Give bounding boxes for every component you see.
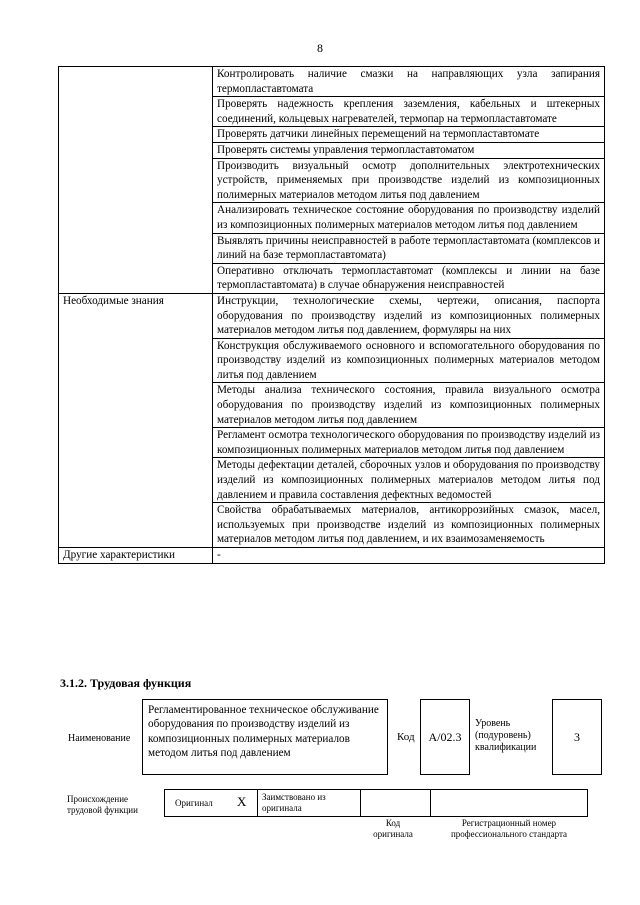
row-item: Регламент осмотра технологического оборудования по производству изделий из композиционных полимерных материалов методом литья под давлением [213,428,605,458]
origin-label: Происхождение трудовой функции [67,794,138,815]
reg-number-label: Регистрационный номер профессионального стандарта [450,818,568,839]
borrowed-label: Заимствовано из оригинала [262,792,326,813]
row-item: Оперативно отключать термопластавтомат (комплексы и линии на базе термопластавтомата) в случае обнаружения неисправностей [213,263,605,293]
row-item: Контролировать наличие смазки на направляющих узла запирания термопластавтомата [213,67,605,97]
code-original-label: Код оригинала [373,818,413,839]
row-item: Инструкции, технологические схемы, чертежи, описания, паспорта оборудования по производству изделий из композиционных полимерных материалов методом литья под давлением, формуляры на них [213,293,605,338]
code-label: Код [397,731,415,743]
row-item: Проверять датчики линейных перемещений на термопластавтомате [213,127,605,143]
level-label: Уровень (подуровень) квалификации [475,718,537,753]
row-item: Конструкция обслуживаемого основного и вспомогательного оборудования по производству изделий из композиционных полимерных материалов методом литья под давлением [213,338,605,383]
skills-table [58,66,605,564]
level-value: 3 [574,730,580,744]
table-row [59,548,605,564]
row-label: Необходимые знания [59,293,213,547]
row-item: Проверять системы управления термопластавтоматом [213,142,605,158]
section-title: 3.1.2. Трудовая функция [60,676,192,690]
code-value: A/02.3 [428,730,462,744]
code-box [420,699,470,775]
row-label: Другие характеристики [59,548,213,564]
row-item: Методы анализа технического состояния, правила визуального осмотра оборудования по производству изделий из композиционных полимерных материалов методом литья под давлением [213,383,605,428]
table-row [59,293,605,338]
row-label [59,67,213,294]
row-item: Методы дефектации деталей, сборочных узлов и оборудования по производству изделий из композиционных полимерных материалов методом литья под давлением и правила составления дефектных ведомостей [213,458,605,503]
name-label: Наименование [68,733,131,744]
original-label: Оригинал [175,798,213,808]
row-item: Проверять надежность крепления заземления, кабельных и штекерных соединений, кольцевых нагревателей, термопар на термопластавтомате [213,97,605,127]
row-item: Свойства обрабатываемых материалов, антикоррозийных смазок, масел, используемых при производстве изделий из композиционных полимерных материалов методом литья под давлением, и их взаимозаменяемость [213,503,605,548]
table-row [59,67,605,97]
origin-box [164,789,588,817]
row-item: Выявлять причины неисправностей в работе термопластавтомата (комплексов и линий на базе термопластавтомата) [213,233,605,263]
row-item: Производить визуальный осмотр дополнительных электротехнических устройств, применяемых при производстве изделий из композиционных полимерных материалов методом литья под давлением [213,158,605,203]
page-number: 8 [317,41,323,55]
row-item: Анализировать техническое состояние оборудования по производству изделий из композиционных полимерных материалов методом литья под давлением [213,203,605,233]
name-value: Регламентированное техническое обслуживание оборудования по производству изделий из композиционных полимерных материалов методом литья под давлением [148,704,379,759]
level-box [552,699,602,775]
name-value-box [142,699,388,775]
original-mark: X [237,794,247,809]
row-item: - [213,548,605,564]
